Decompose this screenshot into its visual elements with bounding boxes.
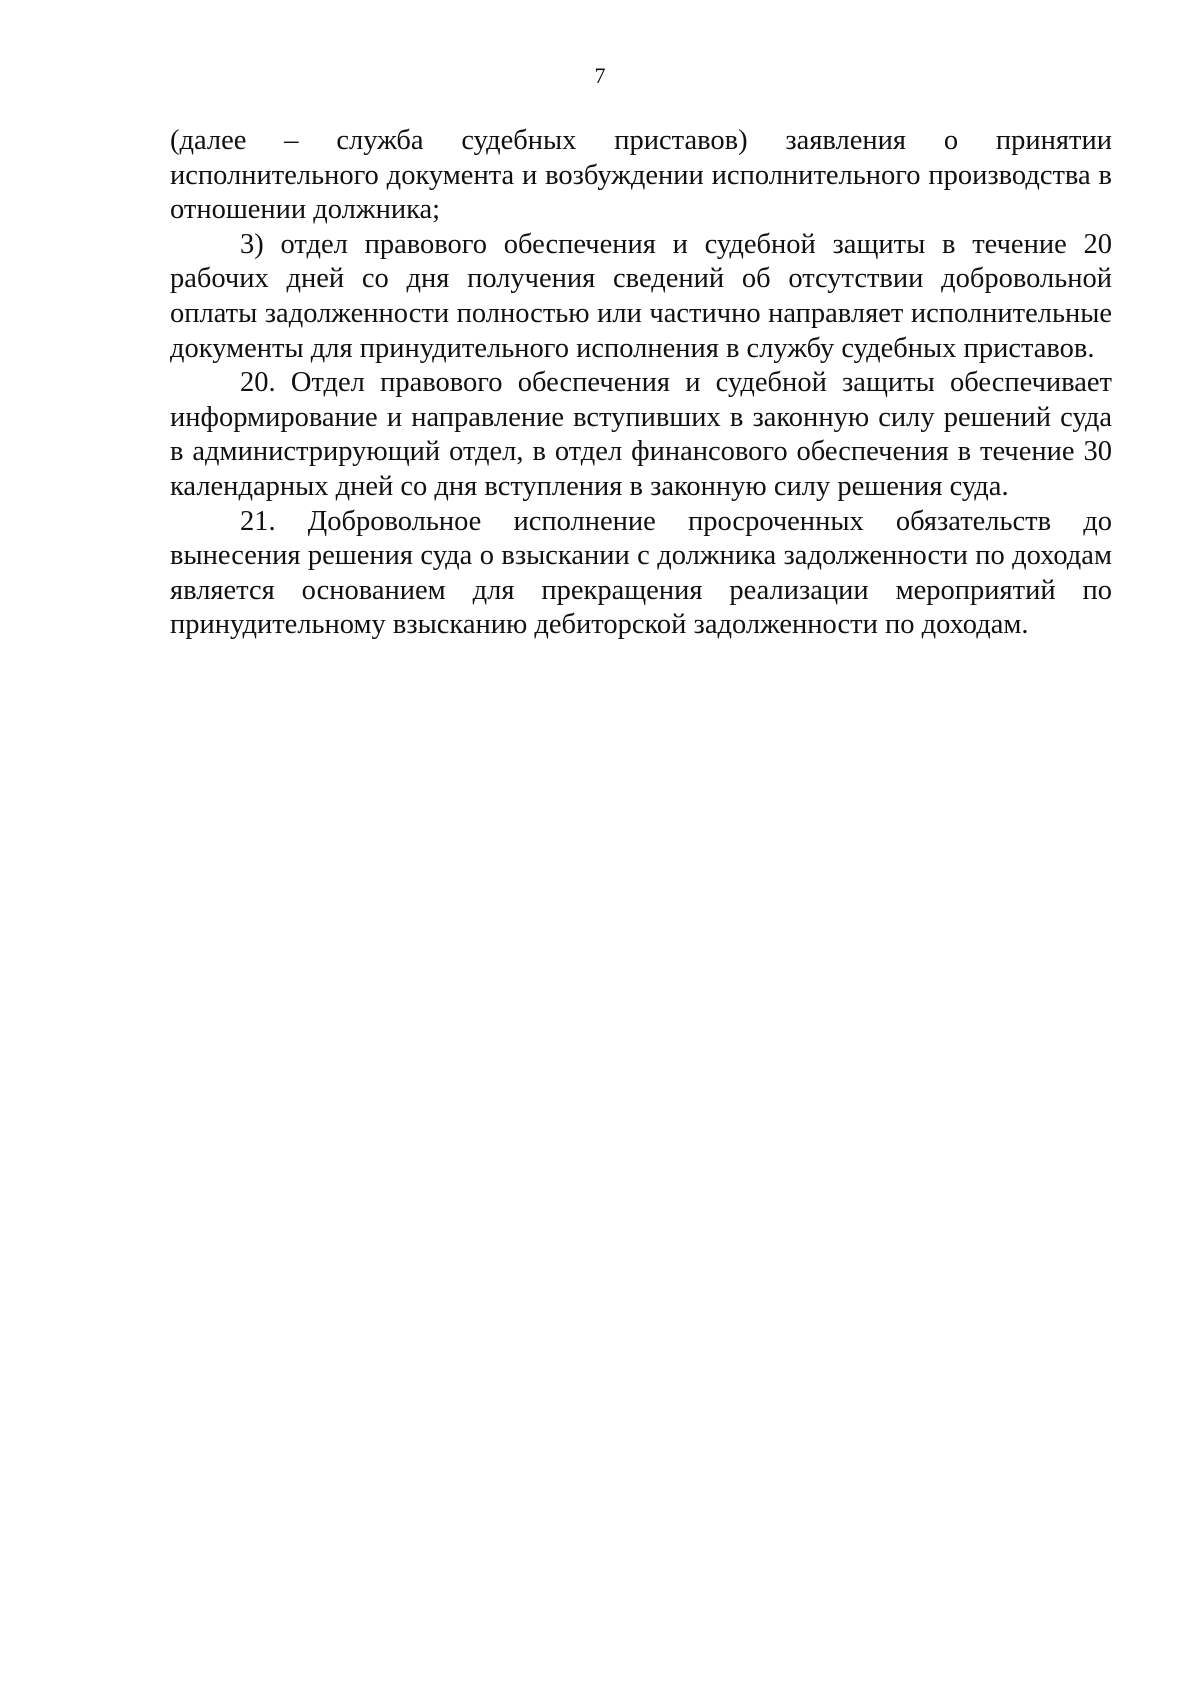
paragraph-clause-21: 21. Добровольное исполнение просроченных обязательств до вынесения решения суда о взыскании с должника задолженности по доходам является основанием для прекращения реализации мероприятий по принудительному взысканию дебиторской задолженности по доходам. [170,505,1112,641]
paragraph-item-3: 3) отдел правового обеспечения и судебной защиты в течение 20 рабочих дней со дня получения сведений об отсутствии добровольной оплаты задолженности полностью или частично направляет исполнительные документы для принудительного исполнения в службу судебных приставов. [170,228,1112,364]
page-number: 7 [594,63,606,88]
paragraph-continuation: (далее – служба судебных приставов) заявления о принятии исполнительного документа и возбуждении исполнительного производства в отношении должника; [170,125,1112,226]
paragraph-clause-20: 20. Отдел правового обеспечения и судебной защиты обеспечивает информирование и направление вступивших в законную силу решений суда в администрирующий отдел, в отдел финансового обеспечения в течение 30 календарных дней со дня вступления в законную силу решения суда. [170,367,1112,502]
document-body [170,124,1112,643]
